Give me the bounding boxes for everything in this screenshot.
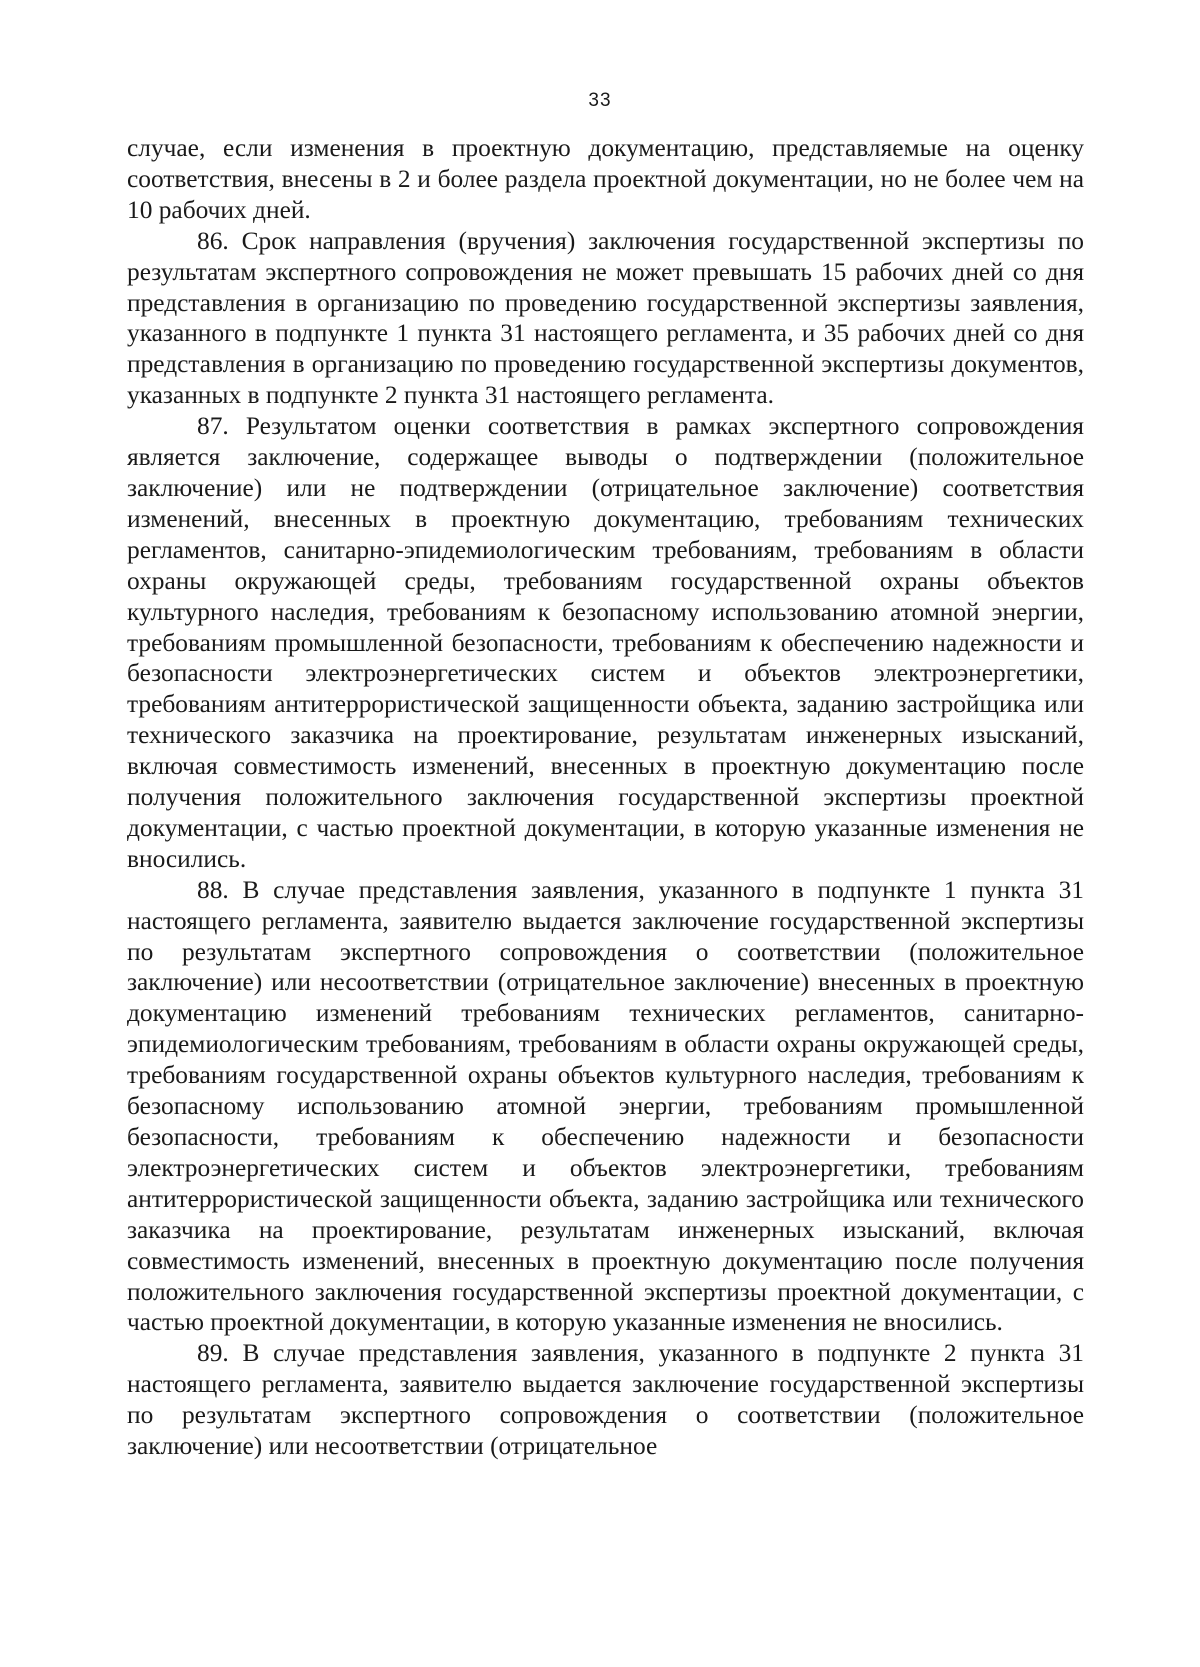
- paragraph-87: 87. Результатом оценки соответствия в рамках экспертного сопровождения является заключение, содержащее выводы о подтверждении (положительное заключение) или не подтверждении (отрицательное заключение) соответствия изменений, внесенных в проектную документацию, требованиям технических регламентов, санитарно-эпидемиологическим требованиям, требованиям в области охраны окружающей среды, требованиям государственной охраны объектов культурного наследия, требованиям к безопасному использованию атомной энергии, требованиям промышленной безопасности, требованиям к обеспечению надежности и безопасности электроэнергетических систем и объектов электроэнергетики, требованиям антитеррористической защищенности объекта, заданию застройщика или технического заказчика на проектирование, результатам инженерных изысканий, включая совместимость изменений, внесенных в проектную документацию после получения положительного заключения государственной экспертизы проектной документации, с частью проектной документации, в которую указанные изменения не вносились.: [127, 412, 1084, 873]
- paragraph-86: 86. Срок направления (вручения) заключения государственной экспертизы по результатам экспертного сопровождения не может превышать 15 рабочих дней со дня представления в организацию по проведению государственной экспертизы заявления, указанного в подпункте 1 пункта 31 настоящего регламента, и 35 рабочих дней со дня представления в организацию по проведению государственной экспертизы документов, указанных в подпункте 2 пункта 31 настоящего регламента.: [127, 226, 1084, 410]
- paragraph-89: 89. В случае представления заявления, указанного в подпункте 2 пункта 31 настоящего регламента, заявителю выдается заключение государственной экспертизы по результатам экспертного сопровождения о соответствии (положительное заключение) или несоответствии (отрицательное: [127, 1339, 1084, 1461]
- paragraph-continuation: случае, если изменения в проектную документацию, представляемые на оценку соответствия, внесены в 2 и более раздела проектной документации, но не более чем на 10 рабочих дней.: [127, 134, 1084, 224]
- document-body: [127, 133, 1084, 1462]
- paragraph-88: 88. В случае представления заявления, указанного в подпункте 1 пункта 31 настоящего регламента, заявителю выдается заключение государственной экспертизы по результатам экспертного сопровождения о соответствии (положительное заключение) или несоответствии (отрицательное заключение) внесенных в проектную документацию изменений требованиям технических регламентов, санитарно-эпидемиологическим требованиям, требованиям в области охраны окружающей среды, требованиям государственной охраны объектов культурного наследия, требованиям к безопасному использованию атомной энергии, требованиям промышленной безопасности, требованиям к обеспечению надежности и безопасности электроэнергетических систем и объектов электроэнергетики, требованиям антитеррористической защищенности объекта, заданию застройщика или технического заказчика на проектирование, результатам инженерных изысканий, включая совместимость изменений, внесенных в проектную документацию после получения положительного заключения государственной экспертизы проектной документации, с частью проектной документации, в которую указанные изменения не вносились.: [127, 875, 1084, 1337]
- page-number: 33: [588, 90, 612, 111]
